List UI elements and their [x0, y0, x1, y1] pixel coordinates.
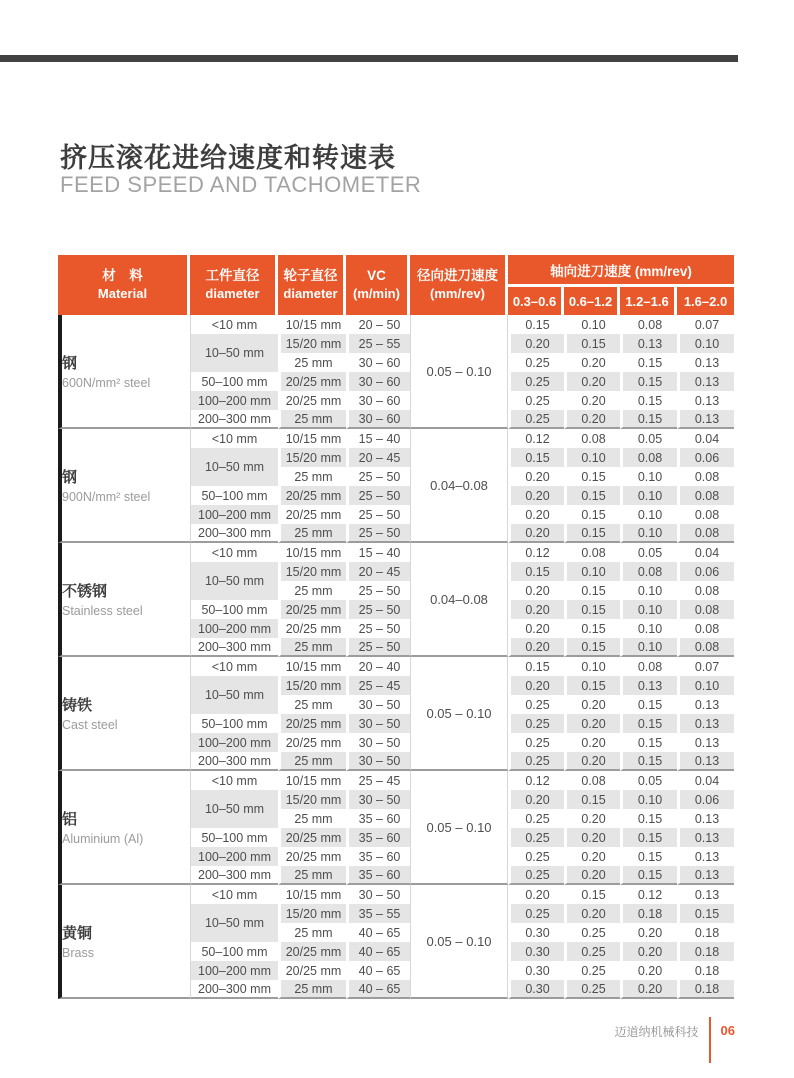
axial-feed-cell: 0.18 [677, 923, 734, 942]
axial-feed-cell: 0.25 [508, 695, 564, 714]
axial-feed-cell: 0.30 [508, 961, 564, 980]
vc-cell: 25 – 50 [346, 638, 410, 657]
workpiece-diameter-cell: 100–200 mm [190, 847, 278, 866]
vc-cell: 30 – 60 [346, 353, 410, 372]
workpiece-diameter-cell: 10–50 mm [190, 676, 278, 714]
material-cell [58, 429, 190, 543]
axial-feed-cell: 0.25 [508, 847, 564, 866]
vc-cell: 35 – 60 [346, 866, 410, 885]
axial-feed-cell: 0.13 [620, 676, 677, 695]
radial-feed-cell: 0.05 – 0.10 [410, 657, 508, 771]
material-cell [58, 315, 190, 429]
axial-feed-cell: 0.20 [564, 809, 620, 828]
wheel-diameter-cell: 20/25 mm [278, 505, 346, 524]
wheel-diameter-cell: 20/25 mm [278, 733, 346, 752]
axial-feed-cell: 0.07 [677, 657, 734, 676]
material-name-cn: 铸铁 [62, 697, 93, 714]
wheel-diameter-cell: 10/15 mm [278, 429, 346, 448]
page-title: 挤压滚花进给速度和转速表 [60, 143, 396, 173]
axial-feed-cell: 0.25 [564, 980, 620, 999]
axial-feed-cell: 0.12 [508, 543, 564, 562]
axial-feed-cell: 0.13 [677, 809, 734, 828]
axial-feed-cell: 0.20 [620, 923, 677, 942]
axial-feed-cell: 0.20 [564, 353, 620, 372]
axial-feed-cell: 0.08 [677, 619, 734, 638]
axial-feed-cell: 0.20 [564, 410, 620, 429]
workpiece-diameter-cell: 200–300 mm [190, 524, 278, 543]
footer-page-number: 06 [720, 1023, 735, 1038]
workpiece-diameter-cell: 100–200 mm [190, 961, 278, 980]
axial-feed-cell: 0.15 [620, 695, 677, 714]
material-name-en: Aluminium (Al) [62, 832, 144, 846]
axial-feed-cell: 0.15 [620, 353, 677, 372]
axial-feed-cell: 0.25 [508, 410, 564, 429]
axial-feed-cell: 0.08 [677, 524, 734, 543]
axial-feed-cell: 0.20 [564, 847, 620, 866]
axial-feed-cell: 0.15 [564, 619, 620, 638]
axial-feed-cell: 0.20 [564, 372, 620, 391]
header-material: 材 料 Material [58, 255, 190, 315]
wheel-diameter-cell: 15/20 mm [278, 904, 346, 923]
axial-feed-cell: 0.15 [620, 866, 677, 885]
axial-feed-cell: 0.15 [508, 562, 564, 581]
page-subtitle: FEED SPEED AND TACHOMETER [60, 172, 422, 197]
axial-feed-cell: 0.08 [564, 429, 620, 448]
axial-feed-cell: 0.08 [564, 771, 620, 790]
axial-feed-cell: 0.15 [620, 714, 677, 733]
axial-feed-cell: 0.20 [620, 980, 677, 999]
axial-feed-cell: 0.15 [564, 885, 620, 904]
axial-feed-cell: 0.20 [564, 904, 620, 923]
vc-cell: 30 – 60 [346, 391, 410, 410]
axial-feed-cell: 0.20 [508, 334, 564, 353]
axial-feed-cell: 0.20 [564, 391, 620, 410]
workpiece-diameter-cell: 100–200 mm [190, 505, 278, 524]
axial-feed-cell: 0.15 [564, 505, 620, 524]
material-name-en: Brass [62, 946, 94, 960]
wheel-diameter-cell: 20/25 mm [278, 961, 346, 980]
wheel-diameter-cell: 15/20 mm [278, 790, 346, 809]
axial-feed-cell: 0.10 [620, 790, 677, 809]
vc-cell: 25 – 50 [346, 467, 410, 486]
axial-feed-cell: 0.08 [677, 505, 734, 524]
axial-feed-cell: 0.12 [620, 885, 677, 904]
wheel-diameter-cell: 25 mm [278, 638, 346, 657]
radial-feed-cell: 0.05 – 0.10 [410, 885, 508, 999]
workpiece-diameter-cell: 10–50 mm [190, 448, 278, 486]
workpiece-diameter-cell: 200–300 mm [190, 638, 278, 657]
wheel-diameter-cell: 25 mm [278, 581, 346, 600]
workpiece-diameter-cell: 200–300 mm [190, 866, 278, 885]
axial-feed-cell: 0.05 [620, 543, 677, 562]
axial-feed-cell: 0.10 [620, 467, 677, 486]
workpiece-diameter-cell: <10 mm [190, 771, 278, 790]
axial-feed-cell: 0.08 [677, 638, 734, 657]
workpiece-diameter-cell: <10 mm [190, 429, 278, 448]
wheel-diameter-cell: 20/25 mm [278, 600, 346, 619]
axial-feed-cell: 0.20 [508, 486, 564, 505]
footer-divider [709, 1017, 711, 1063]
material-name-cn: 铝 [62, 811, 78, 828]
axial-feed-cell: 0.13 [677, 847, 734, 866]
axial-feed-cell: 0.25 [508, 904, 564, 923]
material-name-en: 600N/mm² steel [62, 376, 151, 390]
axial-feed-cell: 0.15 [564, 467, 620, 486]
vc-cell: 25 – 50 [346, 524, 410, 543]
wheel-diameter-cell: 25 mm [278, 752, 346, 771]
wheel-diameter-cell: 25 mm [278, 809, 346, 828]
axial-feed-cell: 0.15 [620, 372, 677, 391]
vc-cell: 25 – 50 [346, 581, 410, 600]
axial-feed-cell: 0.18 [677, 942, 734, 961]
workpiece-diameter-cell: 100–200 mm [190, 619, 278, 638]
axial-feed-cell: 0.25 [508, 372, 564, 391]
axial-feed-cell: 0.20 [564, 714, 620, 733]
wheel-diameter-cell: 15/20 mm [278, 448, 346, 467]
axial-feed-cell: 0.15 [508, 657, 564, 676]
axial-feed-cell: 0.15 [677, 904, 734, 923]
header-wheel-diameter: 轮子直径 diameter [278, 255, 346, 315]
axial-feed-cell: 0.06 [677, 448, 734, 467]
axial-feed-cell: 0.20 [508, 638, 564, 657]
material-name-en: Cast steel [62, 718, 118, 732]
workpiece-diameter-cell: 10–50 mm [190, 562, 278, 600]
wheel-diameter-cell: 25 mm [278, 695, 346, 714]
workpiece-diameter-cell: 100–200 mm [190, 391, 278, 410]
axial-feed-cell: 0.10 [564, 315, 620, 334]
axial-feed-cell: 0.08 [677, 581, 734, 600]
axial-feed-cell: 0.08 [564, 543, 620, 562]
axial-feed-cell: 0.30 [508, 923, 564, 942]
table-body [58, 315, 734, 999]
axial-feed-cell: 0.10 [620, 505, 677, 524]
workpiece-diameter-cell: 200–300 mm [190, 410, 278, 429]
axial-feed-cell: 0.15 [620, 752, 677, 771]
axial-feed-cell: 0.20 [564, 828, 620, 847]
axial-feed-cell: 0.18 [620, 904, 677, 923]
radial-feed-cell: 0.05 – 0.10 [410, 315, 508, 429]
axial-feed-cell: 0.20 [508, 600, 564, 619]
vc-cell: 30 – 60 [346, 372, 410, 391]
workpiece-diameter-cell: 10–50 mm [190, 334, 278, 372]
header-radial-feed: 径向进刀速度 (mm/rev) [410, 255, 508, 315]
workpiece-diameter-cell: <10 mm [190, 657, 278, 676]
header-vc: VC (m/min) [346, 255, 410, 315]
vc-cell: 35 – 60 [346, 809, 410, 828]
wheel-diameter-cell: 25 mm [278, 410, 346, 429]
axial-feed-cell: 0.10 [620, 638, 677, 657]
axial-feed-cell: 0.20 [508, 676, 564, 695]
axial-feed-cell: 0.04 [677, 543, 734, 562]
axial-feed-cell: 0.15 [620, 809, 677, 828]
axial-feed-cell: 0.13 [620, 334, 677, 353]
axial-feed-cell: 0.20 [564, 752, 620, 771]
axial-feed-cell: 0.15 [564, 334, 620, 353]
axial-feed-cell: 0.10 [564, 657, 620, 676]
axial-feed-cell: 0.25 [508, 866, 564, 885]
axial-feed-cell: 0.06 [677, 562, 734, 581]
axial-feed-cell: 0.06 [677, 790, 734, 809]
axial-feed-cell: 0.08 [620, 562, 677, 581]
axial-feed-cell: 0.08 [677, 600, 734, 619]
axial-feed-cell: 0.10 [677, 334, 734, 353]
axial-feed-cell: 0.05 [620, 429, 677, 448]
vc-cell: 25 – 45 [346, 676, 410, 695]
wheel-diameter-cell: 20/25 mm [278, 391, 346, 410]
axial-feed-cell: 0.20 [508, 790, 564, 809]
axial-feed-cell: 0.13 [677, 391, 734, 410]
table-row [58, 429, 734, 448]
workpiece-diameter-cell: 10–50 mm [190, 904, 278, 942]
wheel-diameter-cell: 25 mm [278, 866, 346, 885]
vc-cell: 15 – 40 [346, 543, 410, 562]
axial-feed-cell: 0.15 [620, 828, 677, 847]
vc-cell: 25 – 50 [346, 600, 410, 619]
axial-feed-cell: 0.10 [677, 676, 734, 695]
axial-feed-cell: 0.20 [508, 885, 564, 904]
axial-feed-cell: 0.15 [508, 448, 564, 467]
vc-cell: 40 – 65 [346, 923, 410, 942]
axial-feed-cell: 0.13 [677, 714, 734, 733]
vc-cell: 40 – 65 [346, 961, 410, 980]
axial-feed-cell: 0.20 [564, 733, 620, 752]
workpiece-diameter-cell: 100–200 mm [190, 733, 278, 752]
vc-cell: 25 – 55 [346, 334, 410, 353]
vc-cell: 35 – 60 [346, 828, 410, 847]
axial-feed-cell: 0.04 [677, 771, 734, 790]
axial-feed-cell: 0.25 [508, 391, 564, 410]
material-name-cn: 钢 [62, 355, 78, 372]
workpiece-diameter-cell: 50–100 mm [190, 942, 278, 961]
axial-feed-cell: 0.25 [564, 942, 620, 961]
axial-feed-cell: 0.20 [508, 581, 564, 600]
workpiece-diameter-cell: <10 mm [190, 543, 278, 562]
wheel-diameter-cell: 10/15 mm [278, 543, 346, 562]
material-cell [58, 543, 190, 657]
axial-feed-cell: 0.13 [677, 752, 734, 771]
vc-cell: 20 – 40 [346, 657, 410, 676]
wheel-diameter-cell: 25 mm [278, 524, 346, 543]
page-footer [615, 1017, 735, 1063]
vc-cell: 25 – 50 [346, 486, 410, 505]
material-name-en: Stainless steel [62, 604, 143, 618]
radial-feed-cell: 0.04–0.08 [410, 543, 508, 657]
radial-feed-cell: 0.05 – 0.10 [410, 771, 508, 885]
axial-feed-cell: 0.10 [620, 600, 677, 619]
axial-feed-cell: 0.20 [564, 866, 620, 885]
axial-feed-cell: 0.15 [620, 410, 677, 429]
axial-feed-cell: 0.05 [620, 771, 677, 790]
feed-speed-table [58, 255, 734, 999]
wheel-diameter-cell: 10/15 mm [278, 771, 346, 790]
header-axial-range-2: 0.6–1.2 [564, 287, 620, 315]
vc-cell: 20 – 45 [346, 448, 410, 467]
wheel-diameter-cell: 25 mm [278, 923, 346, 942]
vc-cell: 30 – 50 [346, 752, 410, 771]
vc-cell: 25 – 50 [346, 505, 410, 524]
axial-feed-cell: 0.13 [677, 695, 734, 714]
axial-feed-cell: 0.07 [677, 315, 734, 334]
vc-cell: 30 – 50 [346, 695, 410, 714]
axial-feed-cell: 0.08 [677, 486, 734, 505]
axial-feed-cell: 0.13 [677, 353, 734, 372]
header-workpiece-diameter: 工件直径 diameter [190, 255, 278, 315]
axial-feed-cell: 0.15 [564, 676, 620, 695]
axial-feed-cell: 0.10 [564, 448, 620, 467]
vc-cell: 25 – 50 [346, 619, 410, 638]
vc-cell: 40 – 65 [346, 980, 410, 999]
wheel-diameter-cell: 20/25 mm [278, 372, 346, 391]
vc-cell: 30 – 50 [346, 733, 410, 752]
radial-feed-cell: 0.04–0.08 [410, 429, 508, 543]
axial-feed-cell: 0.15 [564, 638, 620, 657]
vc-cell: 35 – 55 [346, 904, 410, 923]
axial-feed-cell: 0.25 [564, 923, 620, 942]
vc-cell: 30 – 50 [346, 885, 410, 904]
wheel-diameter-cell: 25 mm [278, 467, 346, 486]
wheel-diameter-cell: 20/25 mm [278, 714, 346, 733]
axial-feed-cell: 0.15 [620, 733, 677, 752]
axial-feed-cell: 0.20 [508, 467, 564, 486]
workpiece-diameter-cell: 50–100 mm [190, 372, 278, 391]
vc-cell: 15 – 40 [346, 429, 410, 448]
header-axial-range-4: 1.6–2.0 [677, 287, 734, 315]
vc-cell: 20 – 45 [346, 562, 410, 581]
material-name-cn: 不锈钢 [62, 583, 108, 600]
axial-feed-cell: 0.13 [677, 885, 734, 904]
wheel-diameter-cell: 20/25 mm [278, 942, 346, 961]
wheel-diameter-cell: 20/25 mm [278, 847, 346, 866]
wheel-diameter-cell: 25 mm [278, 980, 346, 999]
wheel-diameter-cell: 20/25 mm [278, 619, 346, 638]
axial-feed-cell: 0.15 [564, 790, 620, 809]
header-axial-feed: 轴向进刀速度 (mm/rev) [508, 255, 734, 287]
material-name-en: 900N/mm² steel [62, 490, 151, 504]
axial-feed-cell: 0.04 [677, 429, 734, 448]
axial-feed-cell: 0.15 [564, 600, 620, 619]
wheel-diameter-cell: 15/20 mm [278, 334, 346, 353]
wheel-diameter-cell: 20/25 mm [278, 828, 346, 847]
axial-feed-cell: 0.15 [564, 486, 620, 505]
wheel-diameter-cell: 10/15 mm [278, 885, 346, 904]
axial-feed-cell: 0.15 [508, 315, 564, 334]
header-axial-range-3: 1.2–1.6 [620, 287, 677, 315]
vc-cell: 20 – 50 [346, 315, 410, 334]
vc-cell: 40 – 65 [346, 942, 410, 961]
axial-feed-cell: 0.15 [620, 847, 677, 866]
axial-feed-cell: 0.12 [508, 429, 564, 448]
axial-feed-cell: 0.25 [508, 809, 564, 828]
workpiece-diameter-cell: <10 mm [190, 315, 278, 334]
workpiece-diameter-cell: 50–100 mm [190, 828, 278, 847]
axial-feed-cell: 0.20 [620, 961, 677, 980]
axial-feed-cell: 0.18 [677, 961, 734, 980]
top-rule [0, 55, 738, 62]
axial-feed-cell: 0.25 [508, 714, 564, 733]
axial-feed-cell: 0.25 [564, 961, 620, 980]
axial-feed-cell: 0.12 [508, 771, 564, 790]
axial-feed-cell: 0.10 [564, 562, 620, 581]
axial-feed-cell: 0.20 [508, 524, 564, 543]
axial-feed-cell: 0.25 [508, 752, 564, 771]
axial-feed-cell: 0.10 [620, 524, 677, 543]
workpiece-diameter-cell: <10 mm [190, 885, 278, 904]
vc-cell: 35 – 60 [346, 847, 410, 866]
material-cell [58, 885, 190, 999]
workpiece-diameter-cell: 50–100 mm [190, 600, 278, 619]
table-row [58, 771, 734, 790]
header-axial-range-1: 0.3–0.6 [508, 287, 564, 315]
axial-feed-cell: 0.08 [620, 657, 677, 676]
axial-feed-cell: 0.30 [508, 942, 564, 961]
vc-cell: 25 – 45 [346, 771, 410, 790]
axial-feed-cell: 0.25 [508, 828, 564, 847]
axial-feed-cell: 0.20 [508, 619, 564, 638]
wheel-diameter-cell: 25 mm [278, 353, 346, 372]
axial-feed-cell: 0.15 [564, 524, 620, 543]
table-row [58, 543, 734, 562]
axial-feed-cell: 0.25 [508, 733, 564, 752]
axial-feed-cell: 0.15 [564, 581, 620, 600]
vc-cell: 30 – 50 [346, 790, 410, 809]
axial-feed-cell: 0.20 [508, 505, 564, 524]
table-row [58, 885, 734, 904]
workpiece-diameter-cell: 50–100 mm [190, 486, 278, 505]
axial-feed-cell: 0.20 [564, 695, 620, 714]
axial-feed-cell: 0.13 [677, 866, 734, 885]
axial-feed-cell: 0.15 [620, 391, 677, 410]
axial-feed-cell: 0.25 [508, 353, 564, 372]
table-row [58, 657, 734, 676]
table-row [58, 315, 734, 334]
axial-feed-cell: 0.20 [620, 942, 677, 961]
wheel-diameter-cell: 10/15 mm [278, 315, 346, 334]
footer-company: 迈道纳机械科技 [614, 1025, 699, 1039]
wheel-diameter-cell: 10/15 mm [278, 657, 346, 676]
axial-feed-cell: 0.30 [508, 980, 564, 999]
workpiece-diameter-cell: 50–100 mm [190, 714, 278, 733]
axial-feed-cell: 0.08 [620, 448, 677, 467]
material-cell [58, 771, 190, 885]
axial-feed-cell: 0.10 [620, 581, 677, 600]
axial-feed-cell: 0.08 [677, 467, 734, 486]
material-name-cn: 黄铜 [62, 925, 93, 942]
axial-feed-cell: 0.13 [677, 828, 734, 847]
axial-feed-cell: 0.10 [620, 619, 677, 638]
workpiece-diameter-cell: 10–50 mm [190, 790, 278, 828]
axial-feed-cell: 0.13 [677, 733, 734, 752]
wheel-diameter-cell: 20/25 mm [278, 486, 346, 505]
workpiece-diameter-cell: 200–300 mm [190, 980, 278, 999]
axial-feed-cell: 0.18 [677, 980, 734, 999]
axial-feed-cell: 0.13 [677, 372, 734, 391]
table-header [58, 255, 734, 315]
vc-cell: 30 – 60 [346, 410, 410, 429]
axial-feed-cell: 0.10 [620, 486, 677, 505]
axial-feed-cell: 0.13 [677, 410, 734, 429]
axial-feed-cell: 0.08 [620, 315, 677, 334]
wheel-diameter-cell: 15/20 mm [278, 676, 346, 695]
material-cell [58, 657, 190, 771]
material-name-cn: 钢 [62, 469, 78, 486]
workpiece-diameter-cell: 200–300 mm [190, 752, 278, 771]
wheel-diameter-cell: 15/20 mm [278, 562, 346, 581]
vc-cell: 30 – 50 [346, 714, 410, 733]
